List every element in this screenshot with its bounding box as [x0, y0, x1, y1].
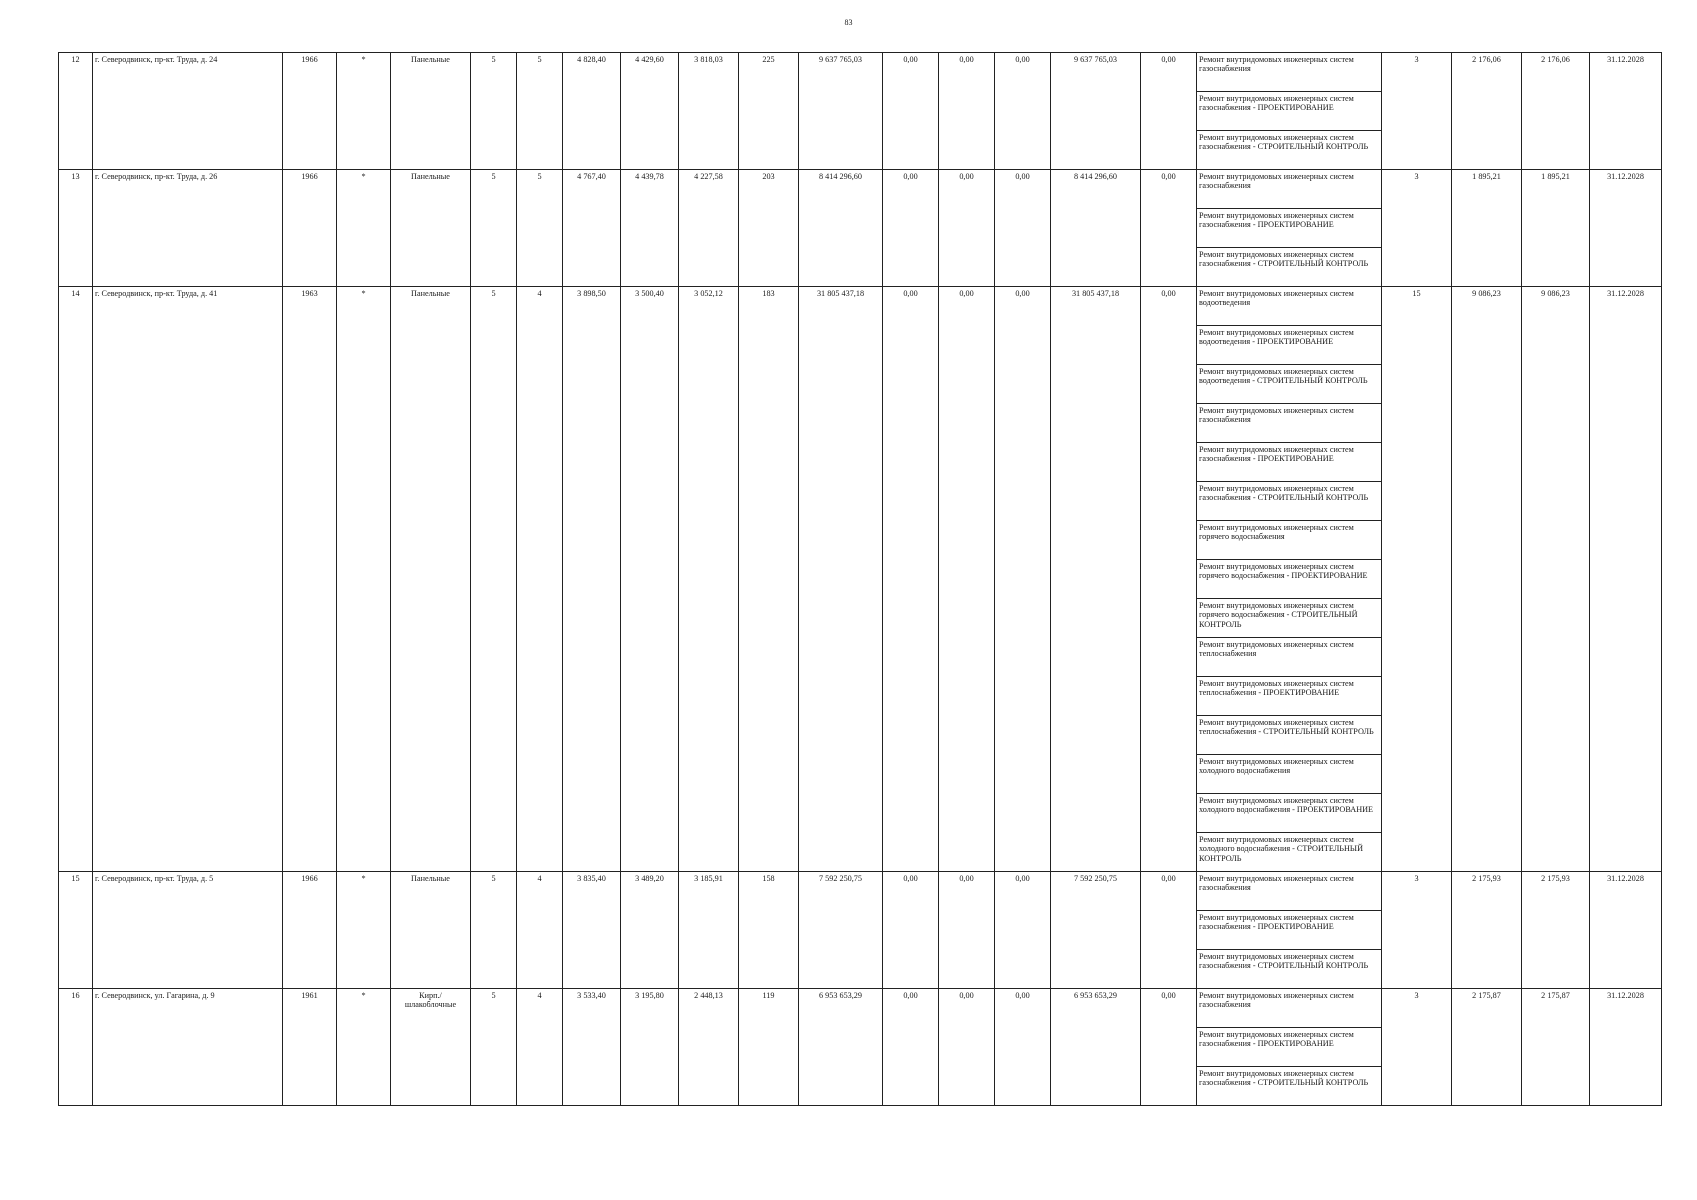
limit-cost-cell: 9 086,23: [1522, 287, 1590, 872]
deadline-cell: 31.12.2028: [1590, 989, 1662, 1106]
address-cell: г. Северодвинск, пр-кт. Труда, д. 5: [93, 872, 283, 989]
work-type-text: Ремонт внутридомовых инженерных систем газоснабжения: [1199, 874, 1354, 893]
deadline-cell: 31.12.2028: [1590, 287, 1662, 872]
work-type-text: Ремонт внутридомовых инженерных систем водоотведения - СТРОИТЕЛЬНЫЙ КОНТРОЛЬ: [1199, 367, 1368, 386]
total-cost-cell: 7 592 250,75: [799, 872, 883, 989]
address-cell: г. Северодвинск, ул. Гагарина, д. 9: [93, 989, 283, 1106]
unit-cost-cell: 2 175,93: [1452, 872, 1522, 989]
federal-funds-cell: 0,00: [883, 872, 939, 989]
floors-cell: 5: [471, 287, 517, 872]
floors-cell: 5: [471, 872, 517, 989]
total-area-cell: 3 835,40: [563, 872, 621, 989]
floors-cell: 5: [471, 989, 517, 1106]
owners-funds-cell: 6 953 653,29: [1051, 989, 1141, 1106]
works-count-cell: 3: [1382, 989, 1452, 1106]
entrances-cell: 4: [517, 287, 563, 872]
deadline-cell: 31.12.2028: [1590, 53, 1662, 170]
residents-cell: 183: [739, 287, 799, 872]
work-type-text: Ремонт внутридомовых инженерных систем теплоснабжения - ПРОЕКТИРОВАНИЕ: [1199, 679, 1354, 698]
work-type-text: Ремонт внутридомовых инженерных систем газоснабжения - ПРОЕКТИРОВАНИЕ: [1199, 211, 1354, 230]
total-area-cell: 4 828,40: [563, 53, 621, 170]
owners-funds-cell: 8 414 296,60: [1051, 170, 1141, 287]
regional-funds-cell: 0,00: [939, 53, 995, 170]
work-type-text: Ремонт внутридомовых инженерных систем горячего водоснабжения - ПРОЕКТИРОВАНИЕ: [1199, 562, 1368, 581]
work-type-text: Ремонт внутридомовых инженерных систем горячего водоснабжения - СТРОИТЕЛЬНЫЙ КОНТРОЛЬ: [1199, 601, 1358, 629]
municipal-funds-cell: 0,00: [995, 872, 1051, 989]
unit-cost-cell: 9 086,23: [1452, 287, 1522, 872]
work-type-cell: [1197, 677, 1382, 716]
work-type-cell: [1197, 53, 1382, 92]
work-type-cell: [1197, 521, 1382, 560]
wall-material-cell: Кирп./ шлакоблочные: [391, 989, 471, 1106]
regional-funds-cell: 0,00: [939, 287, 995, 872]
limit-cost-cell: 2 176,06: [1522, 53, 1590, 170]
mark-cell: *: [337, 287, 391, 872]
work-type-text: Ремонт внутридомовых инженерных систем газоснабжения - ПРОЕКТИРОВАНИЕ: [1199, 1030, 1354, 1049]
entrances-cell: 4: [517, 872, 563, 989]
mark-cell: *: [337, 170, 391, 287]
work-type-cell: [1197, 1028, 1382, 1067]
work-type-cell: [1197, 326, 1382, 365]
unit-cost-cell: 1 895,21: [1452, 170, 1522, 287]
premises-area-cell: 4 429,60: [621, 53, 679, 170]
deadline-cell: 31.12.2028: [1590, 170, 1662, 287]
residents-cell: 225: [739, 53, 799, 170]
federal-funds-cell: 0,00: [883, 53, 939, 170]
work-type-text: Ремонт внутридомовых инженерных систем газоснабжения - ПРОЕКТИРОВАНИЕ: [1199, 445, 1354, 464]
work-type-cell: [1197, 833, 1382, 872]
work-type-cell: [1197, 950, 1382, 989]
house-number-cell: 15: [59, 872, 93, 989]
table-row: [59, 170, 1662, 209]
owners-funds-cell: 7 592 250,75: [1051, 872, 1141, 989]
other-funds-cell: 0,00: [1141, 170, 1197, 287]
work-type-text: Ремонт внутридомовых инженерных систем холодного водоснабжения - ПРОЕКТИРОВАНИЕ: [1199, 796, 1374, 815]
premises-area-cell: 3 500,40: [621, 287, 679, 872]
page-number: 83: [844, 18, 853, 27]
build-year-cell: 1966: [283, 872, 337, 989]
work-type-text: Ремонт внутридомовых инженерных систем газоснабжения: [1199, 172, 1354, 191]
work-type-text: Ремонт внутридомовых инженерных систем газоснабжения - СТРОИТЕЛЬНЫЙ КОНТРОЛЬ: [1199, 1069, 1369, 1088]
work-type-cell: [1197, 872, 1382, 911]
residents-cell: 158: [739, 872, 799, 989]
mark-cell: *: [337, 872, 391, 989]
other-funds-cell: 0,00: [1141, 872, 1197, 989]
work-type-text: Ремонт внутридомовых инженерных систем газоснабжения - СТРОИТЕЛЬНЫЙ КОНТРОЛЬ: [1199, 952, 1369, 971]
regional-funds-cell: 0,00: [939, 989, 995, 1106]
table-row: [59, 872, 1662, 911]
residential-area-cell: 4 227,58: [679, 170, 739, 287]
work-type-text: Ремонт внутридомовых инженерных систем газоснабжения - СТРОИТЕЛЬНЫЙ КОНТРОЛЬ: [1199, 250, 1369, 269]
limit-cost-cell: 1 895,21: [1522, 170, 1590, 287]
address-cell: г. Северодвинск, пр-кт. Труда, д. 26: [93, 170, 283, 287]
floors-cell: 5: [471, 170, 517, 287]
build-year-cell: 1966: [283, 53, 337, 170]
works-count-cell: 15: [1382, 287, 1452, 872]
mark-cell: *: [337, 989, 391, 1106]
total-cost-cell: 31 805 437,18: [799, 287, 883, 872]
work-type-text: Ремонт внутридомовых инженерных систем теплоснабжения - СТРОИТЕЛЬНЫЙ КОНТРОЛЬ: [1199, 718, 1374, 737]
work-type-cell: [1197, 794, 1382, 833]
work-type-text: Ремонт внутридомовых инженерных систем горячего водоснабжения: [1199, 523, 1354, 542]
work-type-text: Ремонт внутридомовых инженерных систем газоснабжения: [1199, 55, 1354, 74]
build-year-cell: 1963: [283, 287, 337, 872]
work-type-text: Ремонт внутридомовых инженерных систем водоотведения: [1199, 289, 1354, 308]
work-type-cell: [1197, 170, 1382, 209]
unit-cost-cell: 2 176,06: [1452, 53, 1522, 170]
owners-funds-cell: 31 805 437,18: [1051, 287, 1141, 872]
work-type-text: Ремонт внутридомовых инженерных систем газоснабжения - СТРОИТЕЛЬНЫЙ КОНТРОЛЬ: [1199, 133, 1369, 152]
address-cell: г. Северодвинск, пр-кт. Труда, д. 41: [93, 287, 283, 872]
works-count-cell: 3: [1382, 872, 1452, 989]
work-type-cell: [1197, 404, 1382, 443]
other-funds-cell: 0,00: [1141, 989, 1197, 1106]
house-number-cell: 12: [59, 53, 93, 170]
total-cost-cell: 9 637 765,03: [799, 53, 883, 170]
residents-cell: 119: [739, 989, 799, 1106]
work-type-cell: [1197, 92, 1382, 131]
work-type-cell: [1197, 365, 1382, 404]
table-row: [59, 53, 1662, 92]
municipal-funds-cell: 0,00: [995, 170, 1051, 287]
limit-cost-cell: 2 175,87: [1522, 989, 1590, 1106]
wall-material-cell: Панельные: [391, 53, 471, 170]
work-type-text: Ремонт внутридомовых инженерных систем газоснабжения - ПРОЕКТИРОВАНИЕ: [1199, 913, 1354, 932]
house-number-cell: 13: [59, 170, 93, 287]
work-type-cell: [1197, 443, 1382, 482]
work-type-cell: [1197, 989, 1382, 1028]
work-type-cell: [1197, 1067, 1382, 1106]
work-type-text: Ремонт внутридомовых инженерных систем газоснабжения: [1199, 406, 1354, 425]
works-count-cell: 3: [1382, 170, 1452, 287]
premises-area-cell: 3 195,80: [621, 989, 679, 1106]
work-type-cell: [1197, 638, 1382, 677]
address-cell: г. Северодвинск, пр-кт. Труда, д. 24: [93, 53, 283, 170]
work-type-text: Ремонт внутридомовых инженерных систем теплоснабжения: [1199, 640, 1354, 659]
unit-cost-cell: 2 175,87: [1452, 989, 1522, 1106]
work-type-text: Ремонт внутридомовых инженерных систем холодного водоснабжения - СТРОИТЕЛЬНЫЙ КОНТРОЛЬ: [1199, 835, 1363, 863]
table-body: [59, 53, 1662, 1106]
house-number-cell: 16: [59, 989, 93, 1106]
work-type-cell: [1197, 248, 1382, 287]
deadline-cell: 31.12.2028: [1590, 872, 1662, 989]
total-area-cell: 3 898,50: [563, 287, 621, 872]
work-type-cell: [1197, 560, 1382, 599]
wall-material-cell: Панельные: [391, 287, 471, 872]
municipal-funds-cell: 0,00: [995, 989, 1051, 1106]
municipal-funds-cell: 0,00: [995, 287, 1051, 872]
work-type-cell: [1197, 131, 1382, 170]
regional-funds-cell: 0,00: [939, 170, 995, 287]
entrances-cell: 4: [517, 989, 563, 1106]
municipal-funds-cell: 0,00: [995, 53, 1051, 170]
work-type-text: Ремонт внутридомовых инженерных систем газоснабжения: [1199, 991, 1354, 1010]
wall-material-cell: Панельные: [391, 872, 471, 989]
other-funds-cell: 0,00: [1141, 287, 1197, 872]
work-type-cell: [1197, 716, 1382, 755]
house-number-cell: 14: [59, 287, 93, 872]
table-row: [59, 989, 1662, 1028]
residential-area-cell: 3 052,12: [679, 287, 739, 872]
work-type-cell: [1197, 755, 1382, 794]
total-area-cell: 4 767,40: [563, 170, 621, 287]
entrances-cell: 5: [517, 53, 563, 170]
build-year-cell: 1961: [283, 989, 337, 1106]
wall-material-cell: Панельные: [391, 170, 471, 287]
other-funds-cell: 0,00: [1141, 53, 1197, 170]
table-row: [59, 287, 1662, 326]
federal-funds-cell: 0,00: [883, 989, 939, 1106]
premises-area-cell: 4 439,78: [621, 170, 679, 287]
total-area-cell: 3 533,40: [563, 989, 621, 1106]
work-type-cell: [1197, 911, 1382, 950]
federal-funds-cell: 0,00: [883, 170, 939, 287]
residential-area-cell: 2 448,13: [679, 989, 739, 1106]
work-type-text: Ремонт внутридомовых инженерных систем газоснабжения - ПРОЕКТИРОВАНИЕ: [1199, 94, 1354, 113]
work-type-text: Ремонт внутридомовых инженерных систем холодного водоснабжения: [1199, 757, 1354, 776]
residents-cell: 203: [739, 170, 799, 287]
premises-area-cell: 3 489,20: [621, 872, 679, 989]
residential-area-cell: 3 185,91: [679, 872, 739, 989]
works-count-cell: 3: [1382, 53, 1452, 170]
capital-repair-table: [58, 52, 1662, 1106]
work-type-cell: [1197, 209, 1382, 248]
total-cost-cell: 6 953 653,29: [799, 989, 883, 1106]
floors-cell: 5: [471, 53, 517, 170]
entrances-cell: 5: [517, 170, 563, 287]
total-cost-cell: 8 414 296,60: [799, 170, 883, 287]
work-type-text: Ремонт внутридомовых инженерных систем водоотведения - ПРОЕКТИРОВАНИЕ: [1199, 328, 1354, 347]
mark-cell: *: [337, 53, 391, 170]
residential-area-cell: 3 818,03: [679, 53, 739, 170]
federal-funds-cell: 0,00: [883, 287, 939, 872]
work-type-cell: [1197, 287, 1382, 326]
limit-cost-cell: 2 175,93: [1522, 872, 1590, 989]
build-year-cell: 1966: [283, 170, 337, 287]
work-type-cell: [1197, 599, 1382, 638]
regional-funds-cell: 0,00: [939, 872, 995, 989]
work-type-cell: [1197, 482, 1382, 521]
work-type-text: Ремонт внутридомовых инженерных систем газоснабжения - СТРОИТЕЛЬНЫЙ КОНТРОЛЬ: [1199, 484, 1369, 503]
owners-funds-cell: 9 637 765,03: [1051, 53, 1141, 170]
